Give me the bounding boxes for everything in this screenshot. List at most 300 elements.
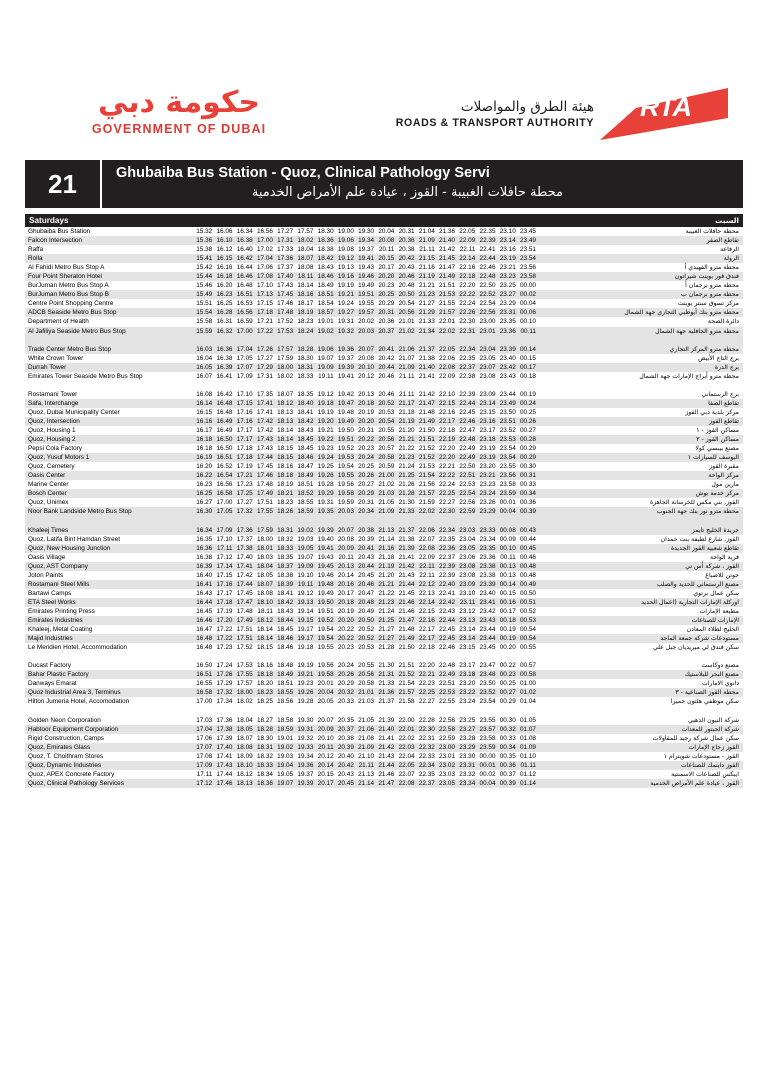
departure-time: 17.37 [277,264,294,272]
departure-time: 23.59 [479,743,496,751]
departure-time: 23.59 [499,490,516,498]
departure-time: 19.48 [337,408,354,416]
departure-time: 23.17 [459,662,476,670]
departure-time: 20.35 [337,716,354,724]
departure-time: 18.44 [277,617,294,625]
stop-name-english: Bahar Plastic Factory [28,671,89,679]
departure-time: 17.10 [236,390,253,398]
departure-time: 18.47 [297,463,314,471]
departure-time: 18.05 [256,571,273,579]
departure-time: 20.53 [378,408,395,416]
departure-time: 21.21 [378,580,395,588]
departure-time: 18.00 [256,535,273,543]
departure-time: 22.28 [418,716,435,724]
departure-time: 18.26 [277,508,294,516]
departure-time: 17.18 [236,454,253,462]
departure-time: 22.56 [439,716,456,724]
departure-time: 17.22 [216,635,233,643]
departure-time: 22.17 [418,635,435,643]
table-row [25,354,743,363]
departure-time: 00.04 [519,300,536,308]
departure-time: 22.47 [459,427,476,435]
departure-time: 23.21 [499,264,516,272]
departure-time: 00.04 [479,779,496,787]
departure-time: 16.42 [216,390,233,398]
departure-time: 22.37 [439,553,456,561]
table-row [25,426,743,435]
departure-time: 20.36 [378,318,395,326]
departure-time: 16.38 [236,237,253,245]
departure-time: 22.37 [418,779,435,787]
departure-time: 23.44 [499,390,516,398]
departure-time: 22.14 [418,598,435,606]
departure-time: 22.25 [418,689,435,697]
departure-time: 17.25 [236,490,253,498]
table-row [25,571,743,580]
departure-time: 20.46 [358,580,375,588]
departure-time: 22.55 [439,698,456,706]
departure-time: 17.47 [236,598,253,606]
departure-time: 17.48 [277,309,294,317]
departure-time: 19.03 [277,752,294,760]
departure-time: 22.22 [439,472,456,480]
departure-time: 20.42 [378,354,395,362]
departure-time: 23.54 [479,698,496,706]
departure-time: 18.12 [236,770,253,778]
departure-times [196,562,540,571]
departure-time: 17.52 [277,318,294,326]
departure-time: 20.01 [317,680,334,688]
route-title-bar [25,160,743,208]
stop-name-arabic: مستودعات شركة جمعة الماجد [660,635,739,643]
departure-time: 22.43 [439,607,456,615]
departure-time: 23.16 [499,246,516,254]
departure-time: 17.45 [236,589,253,597]
stop-name-english: Quoz, Latifa Bint Hamdan Street [28,535,121,543]
departure-time: 17.27 [277,228,294,235]
departure-time: 18.16 [256,662,273,670]
departure-time: 21.47 [439,264,456,272]
stop-name-english: Emirates Tower Seaside Metro Bus Stop [28,372,143,380]
departure-time: 18.13 [236,779,253,787]
departure-time: 20.26 [358,472,375,480]
stop-name-english: Quoz, Dynamic Industries [28,761,102,769]
departure-time: 19.06 [317,345,334,353]
table-row [25,327,743,345]
departure-time: 17.23 [216,644,233,652]
departure-time: 19.51 [317,607,334,615]
departure-time: 19.25 [317,463,334,471]
departure-times [196,281,540,290]
departure-time: 19.30 [297,716,314,724]
stop-name-arabic: تقاطع شعبية القوز الجديدة [670,544,739,552]
departure-time: 23.44 [479,635,496,643]
departure-time: 17.12 [196,779,213,787]
table-row [25,290,743,299]
departure-time: 19.51 [358,291,375,299]
departure-time: 23.52 [499,427,516,435]
departure-time: 20.17 [378,264,395,272]
departure-time: 19.31 [337,318,354,326]
stop-name-arabic: مصنع دوكاست [701,662,739,670]
stop-name-arabic: القوز, بني مكس للخرسانة الجاهزة [650,499,739,507]
page-header [0,0,768,152]
departure-time: 17.00 [216,499,233,507]
departure-time: 23.17 [479,427,496,435]
departure-time: 17.29 [216,680,233,688]
departure-time: 19.36 [337,345,354,353]
departure-time: 17.29 [256,363,273,371]
departure-time: 18.05 [236,725,253,733]
departure-time: 23.40 [499,354,516,362]
departure-time: 16.56 [216,481,233,489]
departure-time: 18.32 [256,752,273,760]
departure-time: 21.18 [378,553,395,561]
departure-time: 20.07 [358,345,375,353]
departure-time: 22.11 [419,562,435,570]
departure-time: 17.17 [216,589,233,597]
departure-time: 21.41 [378,734,395,742]
departure-time: 18.34 [256,770,273,778]
departure-time: 22.53 [439,689,456,697]
departure-time: 16.41 [196,580,213,588]
departure-time: 23.58 [479,734,496,742]
departure-time: 22.52 [479,291,496,299]
departure-time: 00.10 [499,544,516,552]
departure-time: 18.42 [297,417,314,425]
departure-time: 21.36 [439,228,456,235]
departure-time: 16.12 [216,246,233,254]
departure-time: 16.17 [196,427,213,435]
departure-time: 21.21 [398,436,415,444]
stop-name-arabic: تقاطع القوز [709,417,739,425]
departure-time: 18.01 [256,544,273,552]
departure-time: 19.19 [337,282,354,290]
departure-time: 20.10 [317,734,334,742]
departure-time: 21.53 [439,291,456,299]
departure-time: 17.57 [297,228,314,235]
departure-time: 20.39 [337,743,354,751]
departure-times [196,263,540,272]
departure-time: 23.58 [499,481,516,489]
departure-time: 22.41 [479,246,496,254]
stop-name-arabic: محطة مترو برجمان ب [681,291,739,299]
departure-time: 18.36 [317,237,334,245]
departure-time: 23.10 [459,589,476,597]
departure-time: 18.45 [297,436,314,444]
departure-time: 19.05 [277,770,294,778]
departure-time: 20.14 [317,761,334,769]
departure-time: 17.42 [256,427,273,435]
departure-time: 19.37 [337,354,354,362]
departure-time: 16.06 [216,228,233,235]
table-row [25,480,743,489]
departure-time: 00.08 [499,526,516,534]
departure-time: 20.38 [358,526,375,534]
departure-time: 00.02 [519,291,536,299]
departure-time: 00.27 [519,427,536,435]
stop-name-arabic: سكن فندق لي ميريديان جبل علي [652,644,739,652]
departure-time: 16.30 [196,508,213,516]
departure-time: 18.10 [236,761,253,769]
departure-time: 18.03 [256,553,273,561]
departure-time: 20.36 [398,237,415,245]
departure-time: 23.03 [439,770,456,778]
departure-time: 16.36 [216,345,233,353]
departure-time: 01.04 [519,698,536,706]
departure-time: 18.13 [277,408,294,416]
departure-time: 23.29 [499,300,516,308]
table-row [25,263,743,272]
stop-name-english: Bosch Center [28,490,67,498]
departure-time: 19.09 [317,363,334,371]
stop-name-arabic: فندق فور بوينت شيراتون [674,273,739,281]
departure-time: 18.59 [277,725,294,733]
stop-name-arabic: محطة مترو نور بنك جهة الجنوب [656,508,739,516]
departure-time: 15.49 [196,291,213,299]
departure-time: 00.32 [499,725,516,733]
departure-times [196,625,540,634]
table-row [25,272,743,281]
stop-name-arabic: مقبرة القوز [709,463,739,471]
departure-time: 19.16 [337,273,354,281]
departure-time: 22.15 [418,607,435,615]
departure-times [196,471,540,480]
departure-time: 17.49 [256,490,273,498]
departure-time: 17.27 [256,354,273,362]
departure-time: 20.19 [337,607,354,615]
government-of-dubai-label: GOVERNMENT OF DUBAI [91,122,267,136]
departure-time: 22.12 [418,580,435,588]
departure-time: 01.12 [519,770,536,778]
departure-time: 20.50 [358,617,375,625]
departure-times [196,363,540,372]
departure-time: 00.48 [519,571,536,579]
departure-time: 20.04 [378,228,395,235]
departure-times [196,580,540,589]
departure-time: 21.11 [358,761,375,769]
departure-time: 00.15 [499,589,516,597]
departure-time: 00.30 [519,463,536,471]
departure-time: 22.24 [459,300,476,308]
departure-time: 20.27 [358,481,375,489]
departure-time: 23.36 [499,327,516,335]
departure-time: 20.05 [317,698,334,706]
departure-time: 21.47 [378,779,395,787]
table-row [25,562,743,571]
departure-time: 20.07 [317,716,334,724]
departure-time: 00.55 [519,644,536,652]
departure-time: 00.19 [499,635,516,643]
departure-time: 20.26 [337,671,354,679]
departure-time: 22.16 [418,617,435,625]
stop-name-english: ADCB Seaside Metro Bus Stop [28,309,117,317]
departure-times [196,317,540,326]
table-row [25,734,743,743]
departure-time: 18.18 [277,472,294,480]
departure-time: 17.48 [236,607,253,615]
stop-name-english: Bartawi Camps [28,589,72,597]
departure-time: 20.22 [337,626,354,634]
departure-time: 18.46 [317,273,334,281]
departure-times [196,725,540,734]
departure-time: 20.45 [358,571,375,579]
departure-time: 23.24 [459,698,476,706]
departure-time: 21.40 [418,363,435,371]
departure-time: 21.49 [439,273,456,281]
departure-time: 21.44 [378,761,395,769]
departure-time: 18.07 [236,734,253,742]
departure-time: 17.11 [196,770,213,778]
departure-time: 21.43 [398,571,415,579]
departure-time: 16.31 [216,318,233,326]
departure-time: 23.51 [519,246,536,254]
departure-time: 19.48 [317,580,334,588]
rta-arabic-name: هيئة الطرق والمواصلات [460,98,594,115]
departure-time: 20.46 [378,372,395,380]
departure-time: 16.52 [216,463,233,471]
departure-time: 20.17 [337,589,354,597]
departure-time: 20.34 [358,508,375,516]
stop-name-arabic: مساكن القوز - ٢ [696,436,739,444]
departure-time: 22.02 [398,734,415,742]
departure-times [196,345,540,354]
departure-time: 21.39 [398,544,415,552]
departure-time: 19.39 [317,526,334,534]
departure-time: 15.32 [196,228,213,235]
departure-time: 17.22 [256,327,273,335]
departure-time: 21.58 [398,698,415,706]
table-row [25,236,743,245]
departure-time: 20.55 [378,427,395,435]
departure-time: 20.32 [337,689,354,697]
departure-time: 00.53 [519,617,536,625]
departure-time: 21.19 [418,273,435,281]
departure-time: 21.08 [358,734,375,742]
departure-time: 16.48 [196,635,213,643]
departure-time: 18.59 [297,508,314,516]
departure-time: 19.12 [297,589,314,597]
departure-time: 23.02 [439,761,456,769]
timetable-rows [25,227,743,788]
departure-time: 22.46 [459,417,476,425]
table-row [25,580,743,589]
stop-name-english: Four Point Sheraton Hotel [28,273,102,281]
departure-time: 17.40 [277,273,294,281]
departure-time: 22.40 [439,580,456,588]
table-row [25,390,743,399]
departure-time: 20.54 [378,417,395,425]
departure-times [196,408,540,417]
departure-time: 16.50 [216,445,233,453]
departure-time: 19.55 [337,472,354,480]
departure-time: 23.16 [479,417,496,425]
departure-time: 19.41 [358,255,375,263]
departure-time: 21.29 [418,309,435,317]
departure-time: 00.43 [519,526,536,534]
departure-times [196,290,540,299]
stop-name-arabic: دائرة الصحة [707,318,739,326]
departure-time: 19.01 [317,318,334,326]
departure-time: 21.59 [418,499,435,507]
route-title [102,160,743,208]
departure-time: 23.44 [479,626,496,634]
departure-time: 21.36 [378,689,395,697]
table-row [25,526,743,535]
departure-time: 19.02 [317,327,334,335]
departure-time: 23.33 [479,526,496,534]
departure-time: 20.56 [358,671,375,679]
departure-time: 22.18 [418,644,435,652]
departure-time: 21.11 [419,246,435,254]
departure-time: 21.39 [378,716,395,724]
departure-time: 22.20 [418,662,435,670]
departure-time: 21.33 [418,318,435,326]
departure-time: 21.48 [398,626,415,634]
departure-time: 22.21 [418,671,435,679]
departure-time: 00.17 [519,363,536,371]
departure-time: 19.56 [337,481,354,489]
departure-time: 17.55 [256,508,273,516]
table-row [25,317,743,326]
departure-time: 21.57 [439,309,456,317]
departure-time: 20.07 [337,526,354,534]
departure-time: 21.49 [398,635,415,643]
departure-time: 23.04 [459,535,476,543]
departure-time: 23.26 [479,499,496,507]
departure-time: 23.20 [459,680,476,688]
departure-time: 18.31 [277,526,294,534]
departure-time: 20.31 [378,309,395,317]
stop-name-english: Falcon Intersection [28,237,82,245]
departure-time: 18.08 [236,743,253,751]
departure-time: 16.39 [216,363,233,371]
departure-times [196,526,540,535]
departure-time: 23.23 [479,481,496,489]
departure-time: 20.22 [358,436,375,444]
departure-time: 21.42 [439,246,456,254]
table-row [25,462,743,471]
departure-time: 16.25 [216,300,233,308]
departure-time: 17.09 [196,761,213,769]
departure-time: 18.14 [256,635,273,643]
departure-time: 17.45 [256,463,273,471]
departure-time: 22.05 [439,345,456,353]
stop-name-arabic: محطة القوز الصناعية - ٣ [675,689,739,697]
departure-time: 22.42 [439,598,456,606]
departure-times [196,571,540,580]
departure-time: 22.08 [418,544,435,552]
stop-name-english: Quoz, Dubai Municipality Center [28,408,120,416]
departure-time: 22.44 [439,617,456,625]
departure-time: 22.51 [459,472,476,480]
departure-time: 23.48 [479,671,496,679]
stop-name-arabic: مركز بلدية دبي القوز [685,408,739,416]
departure-time: 00.24 [519,399,536,407]
departure-time: 23.54 [519,255,536,263]
departure-time: 19.34 [297,752,314,760]
departure-time: 21.03 [378,490,395,498]
departure-time: 21.37 [398,526,415,534]
departure-time: 21.21 [418,282,435,290]
stop-name-english: Le Meridien Hotel, Accommodation [28,644,128,652]
departure-time: 16.20 [196,463,213,471]
departure-time: 00.22 [499,662,516,670]
departure-time: 21.33 [378,680,395,688]
departure-time: 23.42 [479,607,496,615]
departure-time: 15.38 [196,246,213,254]
departure-time: 16.49 [216,417,233,425]
